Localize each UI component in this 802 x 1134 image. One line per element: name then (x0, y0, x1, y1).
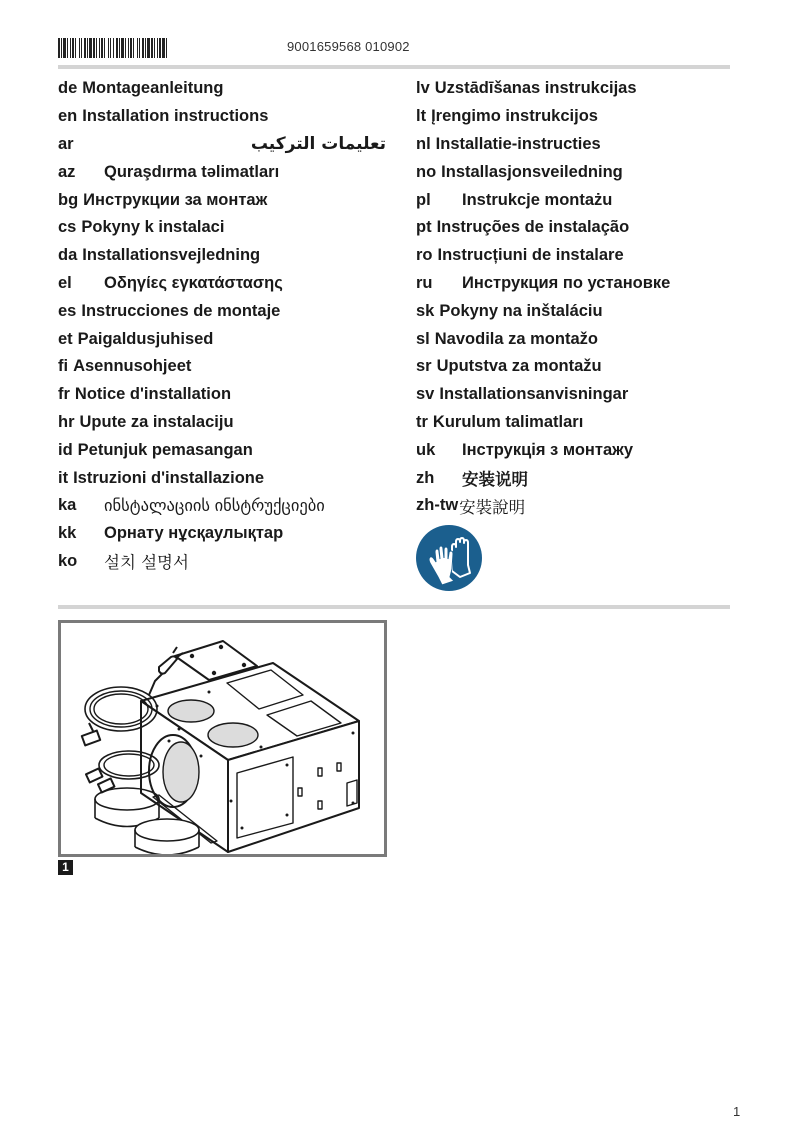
middle-separator (58, 605, 730, 609)
language-title: Інструкція з монтажу (462, 440, 633, 459)
language-code: uk (416, 440, 436, 459)
language-row-cs (58, 214, 398, 242)
language-code: zh-tw (416, 496, 459, 515)
language-list-left (58, 75, 398, 575)
wear-protective-gloves-icon (416, 525, 482, 591)
language-row-zh (416, 464, 736, 492)
language-row-uk (416, 436, 736, 464)
language-code: sv (416, 385, 435, 404)
figure-1-illustration (58, 620, 387, 857)
language-row-fi (58, 353, 398, 381)
language-code: ka (58, 496, 77, 515)
language-title: Installationsvejledning (82, 246, 261, 265)
language-row-en (58, 103, 398, 131)
language-code: bg (58, 190, 79, 209)
language-code: no (416, 162, 437, 181)
figure-label: 1 (58, 860, 73, 875)
language-title: Instruções de instalação (436, 218, 630, 237)
language-title: Installation instructions (82, 107, 269, 126)
language-code: en (58, 107, 78, 126)
language-title: Instrukcje montażu (462, 190, 613, 209)
language-title: Asennusohjeet (73, 357, 192, 376)
language-code: et (58, 329, 73, 348)
language-row-ru (416, 270, 736, 298)
language-code: lv (416, 79, 430, 98)
language-row-ro (416, 242, 736, 270)
language-title: Орнату нұсқаулықтар (104, 524, 284, 543)
page-number: 1 (733, 1104, 741, 1119)
document-number: 9001659568 010902 (287, 39, 410, 54)
language-title: تعليمات التركيب (250, 134, 386, 155)
language-row-sk (416, 297, 736, 325)
language-title: 설치 설명서 (104, 553, 189, 573)
language-row-fr (58, 381, 398, 409)
language-title: Uputstva za montažu (436, 357, 602, 376)
language-code: id (58, 440, 73, 459)
language-code: de (58, 79, 78, 98)
language-code: da (58, 246, 78, 265)
language-title: Kurulum talimatları (432, 412, 584, 431)
language-code: ro (416, 246, 433, 265)
language-row-nl (416, 131, 736, 159)
language-code: ar (58, 134, 74, 153)
language-code: ru (416, 273, 433, 292)
language-code: es (58, 301, 77, 320)
language-row-ar (58, 131, 398, 159)
language-title: Notice d'installation (74, 385, 232, 404)
language-code: tr (416, 412, 428, 431)
language-title: Uzstādīšanas instrukcijas (434, 79, 637, 98)
language-code: lt (416, 107, 427, 126)
language-title: Pokyny k instalaci (81, 218, 225, 237)
language-row-zh-tw (416, 492, 736, 520)
language-row-es (58, 297, 398, 325)
language-code: pl (416, 190, 431, 209)
language-title: Pokyny na inštaláciu (439, 301, 603, 320)
language-title: Upute za instalaciju (79, 412, 234, 431)
language-title: Installasjonsveiledning (441, 162, 623, 181)
language-row-sr (416, 353, 736, 381)
language-row-hr (58, 409, 398, 437)
language-title: Installationsanvisningar (439, 385, 629, 404)
language-title: Navodila za montažo (434, 329, 598, 348)
language-list-right (416, 75, 736, 520)
language-code: hr (58, 412, 75, 431)
language-code: nl (416, 134, 431, 153)
language-code: ko (58, 551, 78, 570)
language-title: Инструкции за монтаж (83, 190, 268, 209)
language-title: Paigaldusjuhised (77, 329, 214, 348)
language-row-az (58, 158, 398, 186)
language-row-lv (416, 75, 736, 103)
language-title: 安裝說明 (459, 497, 526, 517)
language-code: el (58, 273, 72, 292)
language-row-pl (416, 186, 736, 214)
language-title: Instrucciones de montaje (81, 301, 281, 320)
language-code: sl (416, 329, 430, 348)
language-code: kk (58, 524, 77, 543)
language-title: Įrengimo instrukcijos (431, 107, 598, 126)
language-row-tr (416, 409, 736, 437)
language-row-bg (58, 186, 398, 214)
language-code: zh (416, 468, 435, 487)
language-title: Montageanleitung (82, 79, 224, 98)
language-row-ko (58, 548, 398, 576)
language-code: az (58, 162, 76, 181)
language-title: Quraşdırma təlimatları (104, 162, 280, 181)
language-code: fi (58, 357, 69, 376)
language-row-no (416, 158, 736, 186)
language-title: Istruzioni d'installazione (73, 468, 265, 487)
language-code: pt (416, 218, 432, 237)
language-title: 安装说明 (462, 470, 528, 490)
language-code: it (58, 468, 69, 487)
language-row-et (58, 325, 398, 353)
language-row-kk (58, 520, 398, 548)
language-code: sk (416, 301, 435, 320)
language-title: Petunjuk pemasangan (77, 440, 253, 459)
language-title: Οδηγίες εγκατάστασης (104, 273, 283, 292)
language-row-de (58, 75, 398, 103)
language-title: Installatie-instructies (435, 134, 601, 153)
language-title: Instrucțiuni de instalare (437, 246, 624, 265)
language-row-id (58, 436, 398, 464)
language-row-pt (416, 214, 736, 242)
language-code: cs (58, 218, 77, 237)
language-row-it (58, 464, 398, 492)
barcode (58, 38, 233, 58)
language-row-ka (58, 492, 398, 520)
language-code: sr (416, 357, 432, 376)
language-row-sl (416, 325, 736, 353)
top-separator (58, 65, 730, 69)
language-row-sv (416, 381, 736, 409)
language-code: fr (58, 385, 70, 404)
language-row-da (58, 242, 398, 270)
language-row-lt (416, 103, 736, 131)
language-row-el (58, 270, 398, 298)
language-title: Инструкция по установке (462, 273, 671, 292)
language-title: ინსტალაციის ინსტრუქციები (104, 496, 325, 515)
